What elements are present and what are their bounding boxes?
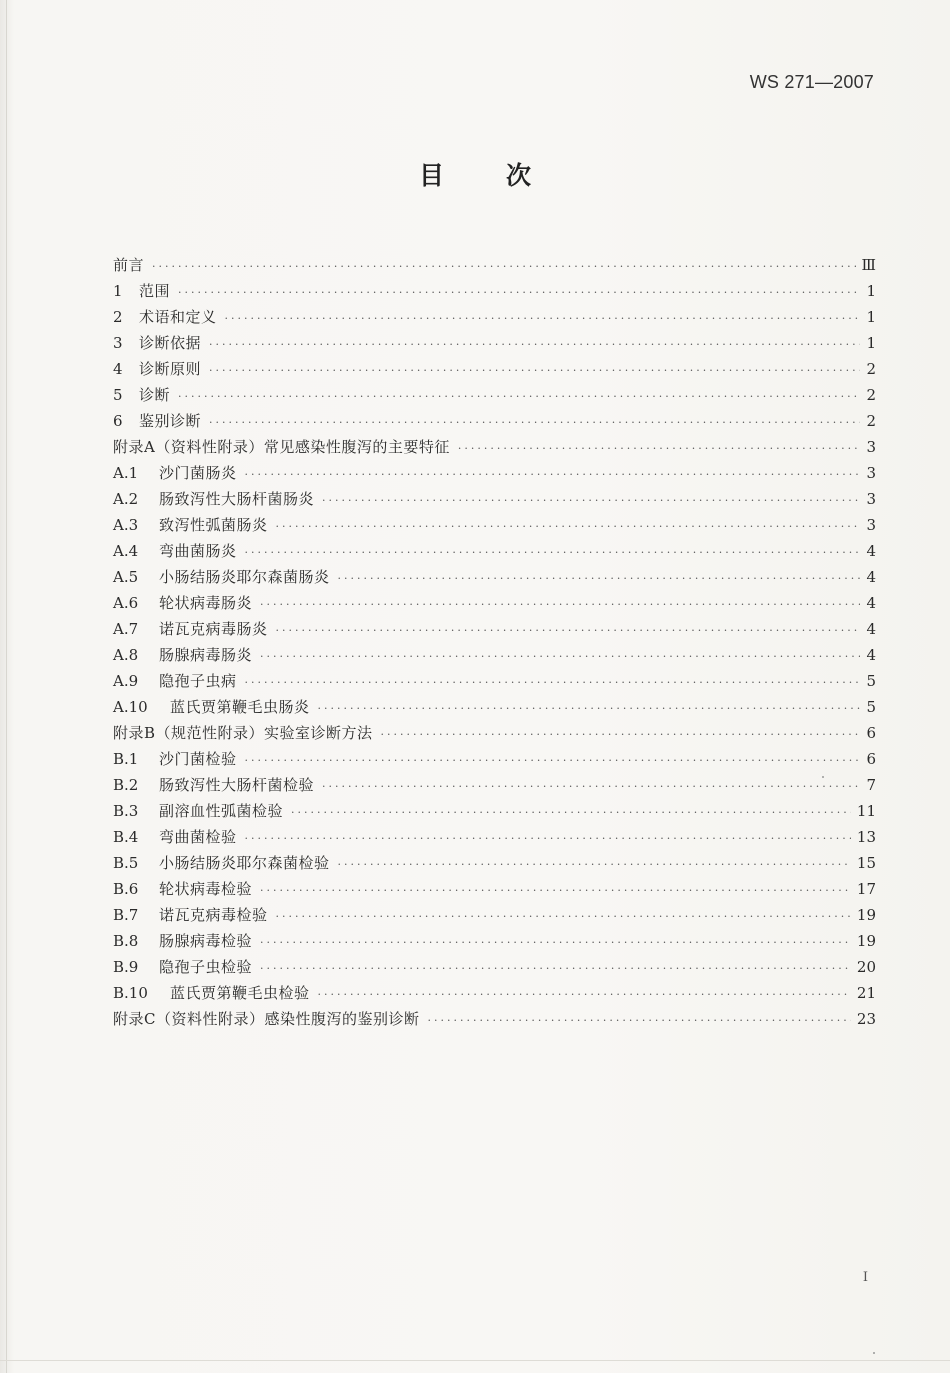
toc-entry-page: 3 — [866, 516, 876, 534]
toc-entry-page: 21 — [856, 984, 876, 1002]
toc-entry-title: 沙门菌肠炎 — [159, 464, 237, 482]
toc-entry-title: 术语和定义 — [139, 308, 217, 326]
toc-entry-number: B.4 — [113, 828, 139, 846]
toc-entry-number: A.5 — [113, 568, 139, 586]
toc-entry-title: 前言 — [113, 256, 145, 274]
toc-leader-dots — [245, 462, 860, 488]
toc-entry-page: 15 — [856, 854, 876, 872]
toc-entry[interactable] — [113, 824, 876, 850]
toc-entry-number: B.7 — [113, 906, 139, 924]
toc-entry-number: B.1 — [113, 750, 139, 768]
toc-entry-title: 诺瓦克病毒肠炎 — [159, 620, 268, 638]
toc-leader-dots — [338, 852, 851, 878]
toc-entry[interactable] — [113, 746, 876, 772]
toc-entry[interactable] — [113, 278, 876, 304]
toc-entry-page: 13 — [856, 828, 876, 846]
table-of-contents — [113, 252, 876, 1032]
toc-entry-title: 诺瓦克病毒检验 — [159, 906, 268, 924]
toc-entry-page: 2 — [866, 360, 876, 378]
toc-entry-page: 23 — [856, 1010, 876, 1028]
toc-entry-title: 隐孢子虫病 — [159, 672, 237, 690]
toc-entry-title: 肠腺病毒检验 — [159, 932, 253, 950]
toc-entry-title: 肠腺病毒肠炎 — [159, 646, 253, 664]
toc-entry-number: A.9 — [113, 672, 139, 690]
toc-entry-number: A.7 — [113, 620, 139, 638]
toc-leader-dots — [260, 930, 851, 956]
toc-entry[interactable] — [113, 902, 876, 928]
toc-entry-number: 4 — [113, 360, 123, 378]
toc-entry-page: 19 — [856, 906, 876, 924]
toc-entry-title: 弯曲菌肠炎 — [159, 542, 237, 560]
toc-leader-dots — [276, 618, 860, 644]
toc-entry-title: 弯曲菌检验 — [159, 828, 237, 846]
toc-entry-page: 6 — [866, 750, 876, 768]
toc-leader-dots — [276, 904, 851, 930]
toc-entry-page: 4 — [866, 542, 876, 560]
toc-entry-number: B.9 — [113, 958, 139, 976]
toc-leader-dots — [318, 982, 851, 1008]
toc-entry[interactable] — [113, 382, 876, 408]
toc-leader-dots — [245, 826, 851, 852]
toc-entry-title: 轮状病毒检验 — [159, 880, 253, 898]
toc-entry-number: A.6 — [113, 594, 139, 612]
toc-leader-dots — [245, 748, 860, 774]
toc-entry-number: B.5 — [113, 854, 139, 872]
toc-entry[interactable] — [113, 616, 876, 642]
toc-entry-page: 4 — [866, 646, 876, 664]
toc-leader-dots — [178, 280, 860, 306]
toc-entry-page: 5 — [866, 672, 876, 690]
toc-entry-number: A.3 — [113, 516, 139, 534]
page-edge-bottom — [0, 1360, 950, 1361]
toc-leader-dots — [322, 774, 860, 800]
toc-leader-dots — [260, 878, 851, 904]
toc-entry[interactable] — [113, 538, 876, 564]
toc-leader-dots — [225, 306, 860, 332]
toc-entry[interactable] — [113, 642, 876, 668]
toc-entry-page: 3 — [866, 438, 876, 456]
standard-number: WS 271—2007 — [749, 72, 874, 92]
toc-entry[interactable] — [113, 512, 876, 538]
toc-entry[interactable] — [113, 356, 876, 382]
toc-leader-dots — [338, 566, 860, 592]
toc-entry-number: A.4 — [113, 542, 139, 560]
toc-entry-number: B.6 — [113, 880, 139, 898]
page-number: I — [862, 1270, 868, 1285]
toc-entry[interactable] — [113, 876, 876, 902]
toc-leader-dots — [152, 254, 856, 280]
toc-leader-dots — [209, 410, 860, 436]
toc-entry-title: 诊断原则 — [139, 360, 202, 378]
toc-entry-title: 诊断依据 — [139, 334, 202, 352]
toc-entry-number: 3 — [113, 334, 123, 352]
toc-entry[interactable] — [113, 850, 876, 876]
toc-entry-number: B.2 — [113, 776, 139, 794]
toc-entry[interactable] — [113, 928, 876, 954]
toc-entry[interactable] — [113, 798, 876, 824]
toc-entry-page: 5 — [866, 698, 876, 716]
toc-entry-title: 附录C（资料性附录）感染性腹泻的鉴别诊断 — [113, 1010, 420, 1028]
scan-speck — [873, 1352, 875, 1354]
toc-leader-dots — [291, 800, 851, 826]
toc-entry[interactable] — [113, 590, 876, 616]
toc-entry-number: B.10 — [113, 984, 148, 1002]
toc-entry-title: 附录A（资料性附录）常见感染性腹泻的主要特征 — [113, 438, 450, 456]
toc-entry-page: 3 — [866, 490, 876, 508]
toc-leader-dots — [178, 384, 860, 410]
toc-leader-dots — [209, 358, 860, 384]
toc-entry[interactable] — [113, 980, 876, 1006]
toc-entry-title: 范围 — [139, 282, 171, 300]
toc-entry-number: A.10 — [113, 698, 148, 716]
toc-entry-title: 诊断 — [139, 386, 171, 404]
toc-entry-number: B.8 — [113, 932, 139, 950]
toc-leader-dots — [322, 488, 860, 514]
toc-entry-page: 19 — [856, 932, 876, 950]
toc-entry-title: 鉴别诊断 — [139, 412, 202, 430]
toc-entry-title: 蓝氏贾第鞭毛虫检验 — [170, 984, 310, 1002]
toc-leader-dots — [381, 722, 860, 748]
toc-entry-number: 6 — [113, 412, 123, 430]
toc-entry[interactable] — [113, 954, 876, 980]
toc-entry[interactable] — [113, 1006, 876, 1032]
toc-entry-title: 轮状病毒肠炎 — [159, 594, 253, 612]
toc-entry[interactable] — [113, 564, 876, 590]
toc-entry-number: 1 — [113, 282, 123, 300]
toc-entry[interactable] — [113, 252, 876, 278]
toc-leader-dots — [318, 696, 860, 722]
toc-entry-number: A.2 — [113, 490, 139, 508]
toc-entry-page: 3 — [866, 464, 876, 482]
page-title: 目次 — [418, 161, 593, 190]
toc-entry-title: 致泻性弧菌肠炎 — [159, 516, 268, 534]
toc-entry-page: 17 — [856, 880, 876, 898]
toc-entry-page: 6 — [866, 724, 876, 742]
toc-entry[interactable] — [113, 304, 876, 330]
toc-leader-dots — [276, 514, 860, 540]
toc-leader-dots — [245, 540, 860, 566]
toc-entry-number: B.3 — [113, 802, 139, 820]
toc-entry-title: 隐孢子虫检验 — [159, 958, 253, 976]
page-edge — [6, 0, 7, 1373]
toc-entry[interactable] — [113, 772, 876, 798]
toc-entry-page: 11 — [856, 802, 876, 820]
toc-entry-page: 2 — [866, 412, 876, 430]
toc-leader-dots — [260, 592, 860, 618]
toc-entry-page: 7 — [866, 776, 876, 794]
toc-entry[interactable] — [113, 434, 876, 460]
toc-entry[interactable] — [113, 486, 876, 512]
toc-entry[interactable] — [113, 668, 876, 694]
scan-speck — [822, 776, 824, 778]
toc-entry[interactable] — [113, 694, 876, 720]
toc-leader-dots — [260, 644, 860, 670]
toc-entry[interactable] — [113, 720, 876, 746]
toc-entry-title: 肠致泻性大肠杆菌肠炎 — [159, 490, 315, 508]
toc-entry[interactable] — [113, 408, 876, 434]
toc-entry-page: 2 — [866, 386, 876, 404]
toc-entry-title: 蓝氏贾第鞭毛虫肠炎 — [170, 698, 310, 716]
toc-entry-page: 4 — [866, 568, 876, 586]
toc-entry-page: Ⅲ — [861, 256, 876, 274]
toc-leader-dots — [458, 436, 860, 462]
toc-entry-number: 2 — [113, 308, 123, 326]
toc-entry-title: 小肠结肠炎耶尔森菌检验 — [159, 854, 330, 872]
toc-entry-title: 副溶血性弧菌检验 — [159, 802, 284, 820]
toc-entry-title: 沙门菌检验 — [159, 750, 237, 768]
toc-entry-number: A.1 — [113, 464, 139, 482]
toc-leader-dots — [209, 332, 860, 358]
toc-entry-page: 1 — [866, 308, 876, 326]
toc-leader-dots — [260, 956, 851, 982]
toc-entry-page: 20 — [856, 958, 876, 976]
toc-entry-number: 5 — [113, 386, 123, 404]
toc-entry-number: A.8 — [113, 646, 139, 664]
toc-leader-dots — [245, 670, 860, 696]
toc-entry-page: 1 — [866, 334, 876, 352]
toc-entry-page: 1 — [866, 282, 876, 300]
toc-entry[interactable] — [113, 330, 876, 356]
toc-entry-page: 4 — [866, 594, 876, 612]
toc-entry[interactable] — [113, 460, 876, 486]
toc-entry-title: 肠致泻性大肠杆菌检验 — [159, 776, 315, 794]
toc-entry-title: 小肠结肠炎耶尔森菌肠炎 — [159, 568, 330, 586]
toc-leader-dots — [427, 1008, 850, 1034]
toc-entry-page: 4 — [866, 620, 876, 638]
toc-entry-title: 附录B（规范性附录）实验室诊断方法 — [113, 724, 373, 742]
